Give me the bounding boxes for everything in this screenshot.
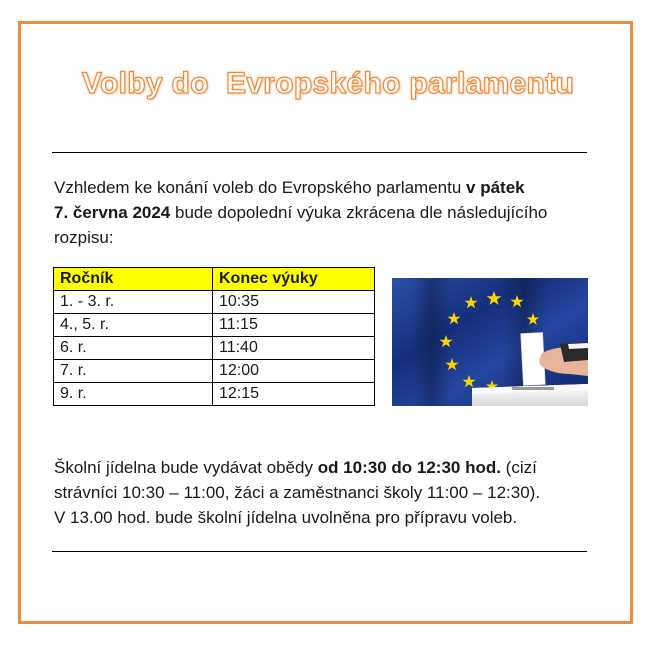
grade-cell: 1. - 3. r. [54, 291, 213, 314]
grade-cell: 7. r. [54, 360, 213, 383]
schedule-table [53, 267, 375, 406]
divider-top [52, 152, 587, 153]
table-row [54, 360, 375, 383]
header-grade: Ročník [54, 268, 213, 291]
table-row [54, 383, 375, 406]
header-end-time: Konec výuky [213, 268, 375, 291]
grade-cell: 4., 5. r. [54, 314, 213, 337]
outro-line-3: V 13.00 hod. bude školní jídelna uvolněna pro přípravu voleb. [54, 508, 518, 527]
intro-text-after: bude dopolední výuka zkrácena dle následujícího rozpisu: [54, 203, 548, 247]
lunch-time: od 10:30 do 12:30 hod. [317, 458, 501, 477]
intro-date: 7. června 2024 [54, 203, 171, 222]
table-row [54, 337, 375, 360]
end-time-cell: 12:00 [213, 360, 375, 383]
grade-cell: 6. r. [54, 337, 213, 360]
end-time-cell: 10:35 [213, 291, 375, 314]
table-row [54, 314, 375, 337]
intro-text-before: Vzhledem ke konání voleb do Evropského parlamentu [54, 178, 467, 197]
divider-bottom [52, 551, 587, 552]
end-time-cell: 11:40 [213, 337, 375, 360]
eu-flag-ballot-box-photo [392, 278, 588, 406]
intro-paragraph [54, 175, 589, 250]
outro-text-before: Školní jídelna bude vydávat obědy [54, 458, 318, 477]
page-title: Volby do Evropského parlamentu [81, 67, 575, 100]
table-header-row [54, 268, 375, 291]
intro-date-day: v pátek [466, 178, 525, 197]
end-time-cell: 12:15 [213, 383, 375, 406]
outro-text-after: (cizí strávníci 10:30 – 11:00, žáci a zaměstnanci školy 11:00 – 12:30). [54, 458, 541, 502]
end-time-cell: 11:15 [213, 314, 375, 337]
grade-cell: 9. r. [54, 383, 213, 406]
outro-paragraph [54, 455, 594, 530]
table-row [54, 291, 375, 314]
